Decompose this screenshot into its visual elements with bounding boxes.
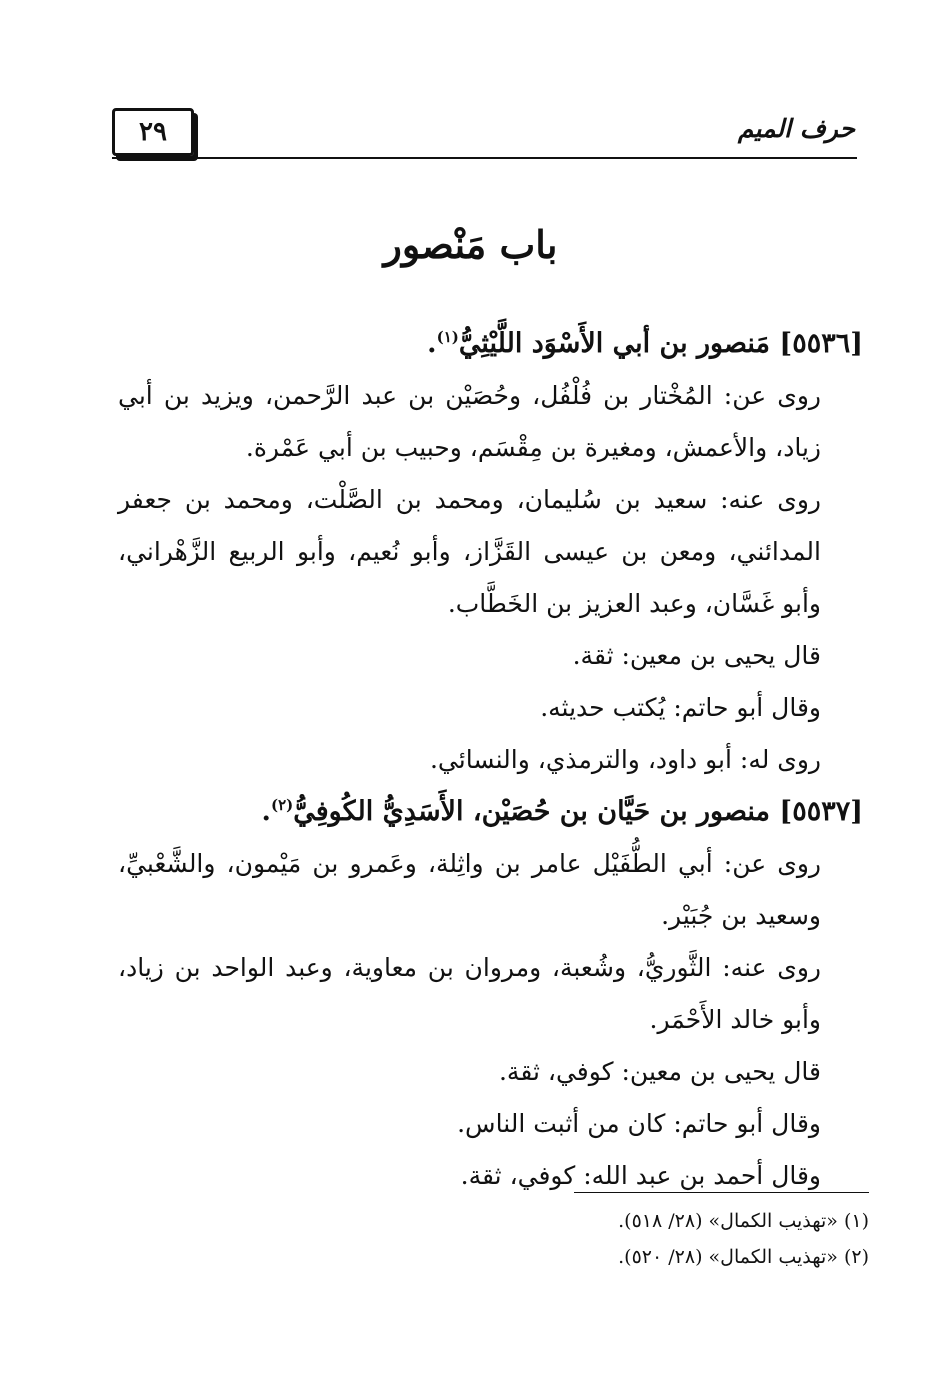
footnote: (١) «تهذيب الكمال» (٢٨/ ٥١٨). xyxy=(618,1210,869,1232)
narrated-from-paragraph: روى عن: المُخْتار بن فُلْفُل، وحُصَيْن بن عبد الرَّحمن، ويزيد بن أبي زياد، والأعمش، ومغيرة بن مِقْسَم، وحبيب بن أبي عَمْرة. xyxy=(118,381,821,462)
narrated-from-paragraph: روى عن: أبي الطُّفَيْل عامر بن واثِلة، وعَمرو بن مَيْمون، والشَّعْبيِّ، وسعيد بن جُبَيْر. xyxy=(118,849,821,930)
grading-line: وقال أبو حاتم: كان من أثبت الناس. xyxy=(457,1109,821,1138)
grading-line: قال يحيى بن معين: ثقة. xyxy=(572,641,821,670)
grading-line: وقال أحمد بن عبد الله: كوفي، ثقة. xyxy=(460,1161,821,1190)
running-title: حرف الميم xyxy=(737,114,855,143)
entry-heading-text: [٥٥٣٧] منصور بن حَيَّان بن حُصَيْن، الأَسَدِيُّ الكُوفِيُّ xyxy=(293,796,863,827)
entry-heading-end: . xyxy=(427,328,437,359)
grading-line: قال يحيى بن معين: كوفي، ثقة. xyxy=(498,1057,821,1086)
header-divider xyxy=(112,157,857,159)
footnote: (٢) «تهذيب الكمال» (٢٨/ ٥٢٠). xyxy=(618,1246,869,1268)
grading-line: وقال أبو حاتم: يُكتب حديثه. xyxy=(540,693,821,722)
footnote-divider xyxy=(574,1192,869,1193)
footnote-marker: (٢) xyxy=(270,796,294,814)
footnotes xyxy=(300,1203,869,1275)
entry-heading xyxy=(118,318,863,370)
narrated-for-line: روى له: أبو داود، والترمذي، والنسائي. xyxy=(429,745,821,774)
page-number-text: ٢٩ xyxy=(139,117,167,147)
entry-heading xyxy=(118,786,863,838)
narrated-by-paragraph: روى عنه: سعيد بن سُليمان، ومحمد بن الصَّلْت، ومحمد بن جعفر المدائني، ومعن بن عيسى القَزَّاز، وأبو نُعيم، وأبو الربيع الزَّهْراني، وأبو غَسَّان، وعبد العزيز بن الخَطَّاب. xyxy=(118,485,821,618)
entry-heading-text: [٥٥٣٦] مَنصور بن أبي الأَسْوَد اللَّيْثِيُّ xyxy=(458,328,863,359)
page-number xyxy=(112,108,194,156)
narrated-by-paragraph: روى عنه: الثَّوريُّ، وشُعبة، ومروان بن معاوية، وعبد الواحد بن زياد، وأبو خالد الأَحْمَر. xyxy=(118,953,821,1034)
chapter-title: باب مَنْصور xyxy=(383,222,558,267)
entry-heading-end: . xyxy=(261,796,271,827)
footnote-marker: (١) xyxy=(436,328,459,346)
main-text xyxy=(118,318,863,1202)
